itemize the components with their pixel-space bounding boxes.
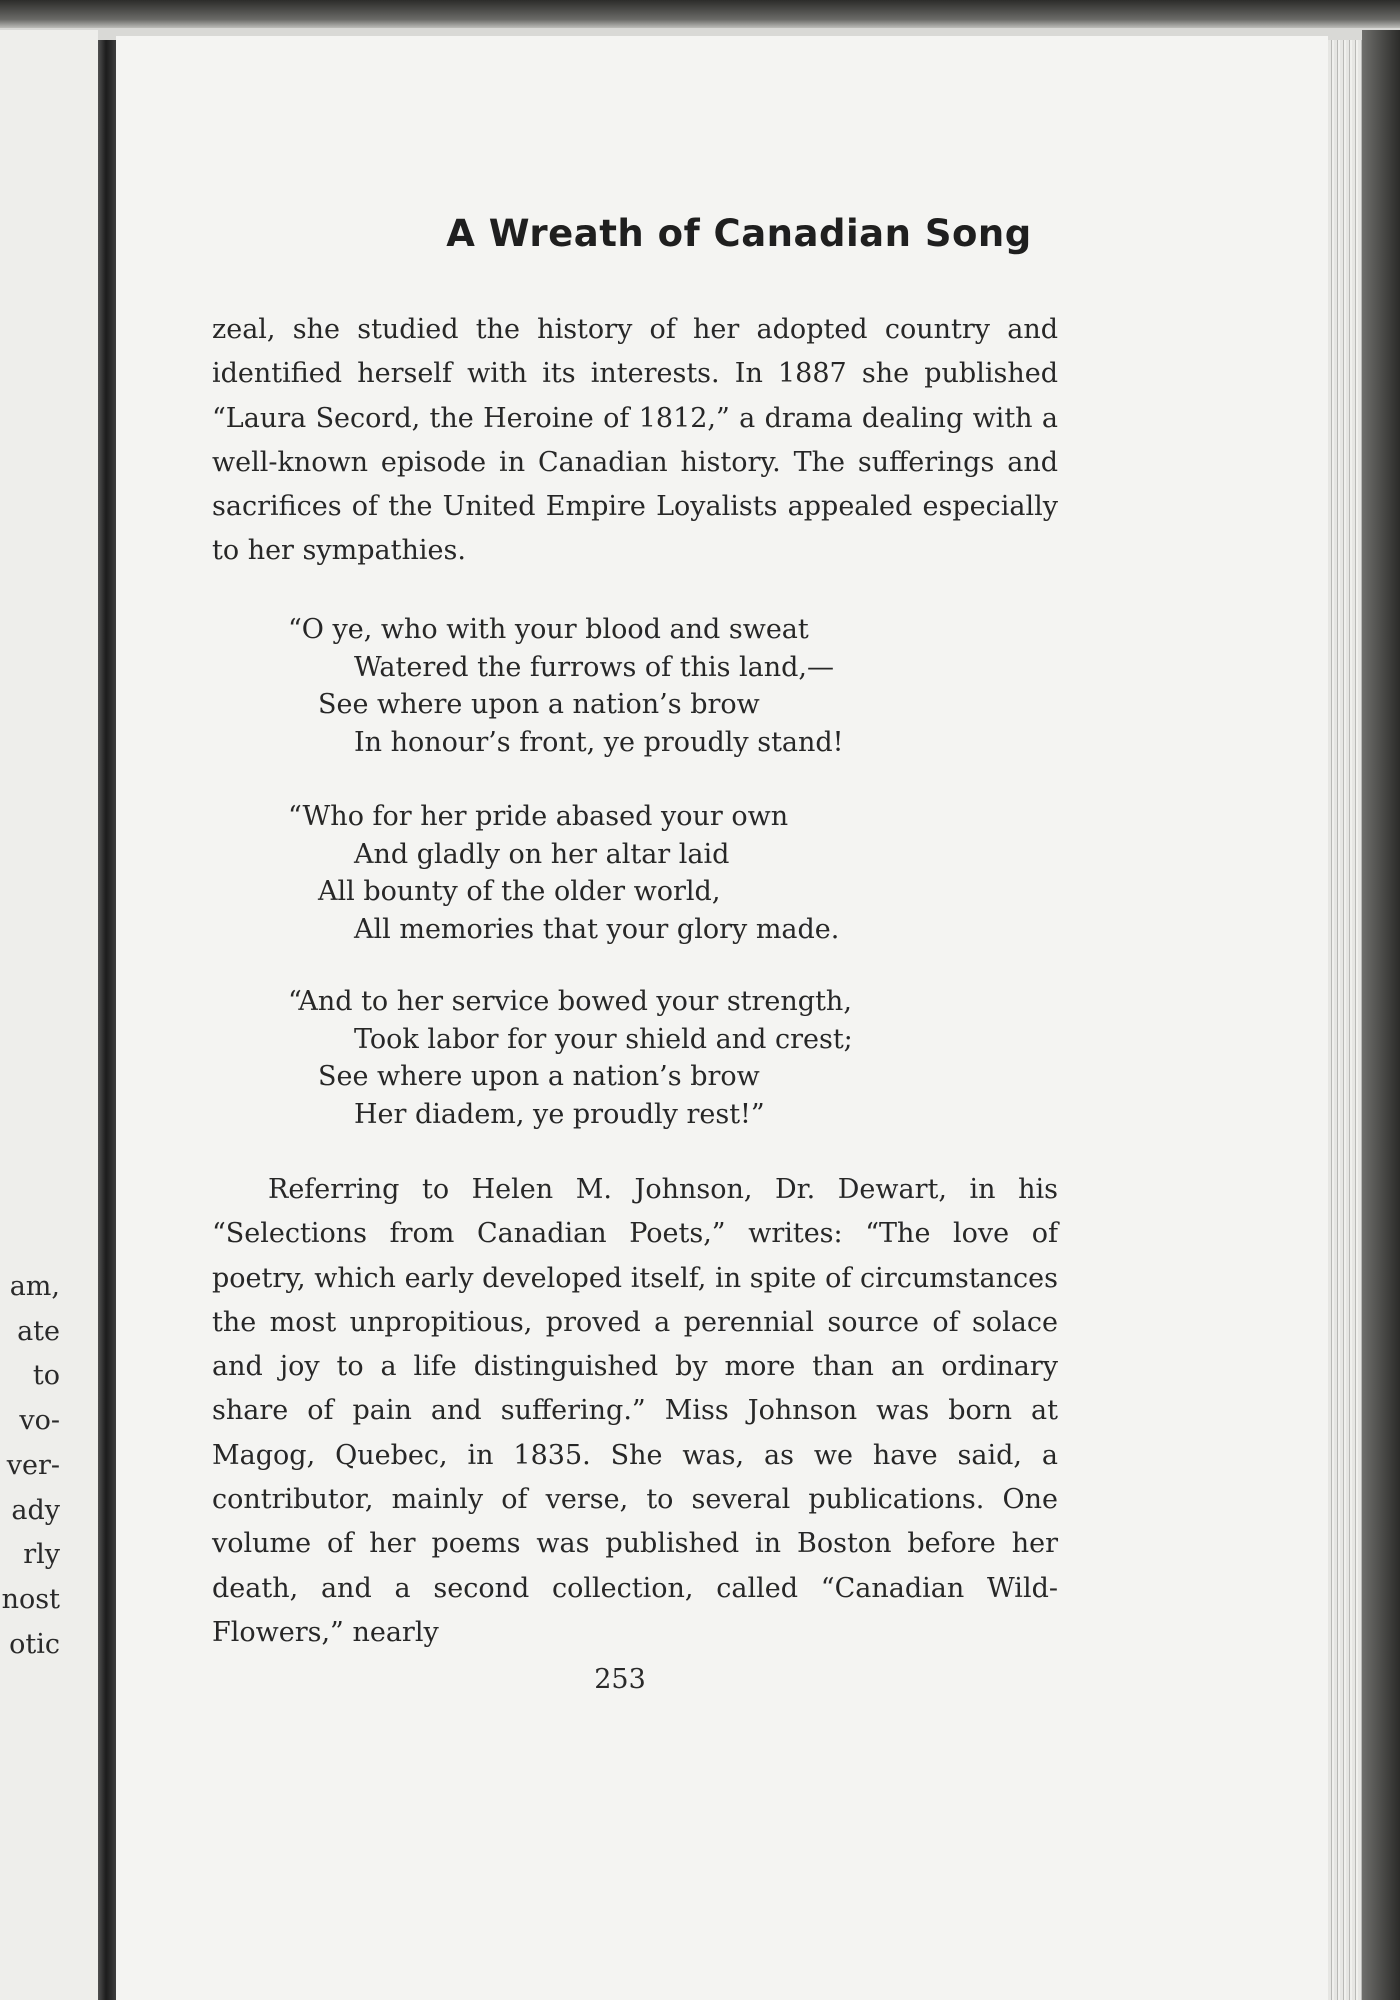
page-number: 253 <box>594 1664 646 1695</box>
paragraph-1 <box>212 308 1058 574</box>
poem-line: And gladly on her altar laid <box>354 838 730 870</box>
page-edges <box>1328 40 1362 2000</box>
facing-page-fragment: vo- <box>19 1405 60 1437</box>
poem-line: Her diadem, ye proudly rest!” <box>354 1098 765 1130</box>
poem-line: See where upon a nation’s brow <box>318 689 760 720</box>
poem-line: “Who for her pride abased your own <box>288 801 789 832</box>
poem-stanza-3 <box>288 983 988 1133</box>
facing-page-text <box>0 1265 60 1667</box>
facing-page-fragment: rly <box>23 1539 60 1571</box>
poem-line: Watered the furrows of this land,— <box>354 651 835 683</box>
facing-page-fragment: am, <box>9 1271 60 1302</box>
facing-page-fragment: nost <box>1 1583 60 1615</box>
running-head: A Wreath of Canadian Song <box>446 212 1032 255</box>
poem-line: Took labor for your shield and crest; <box>354 1023 853 1055</box>
facing-page-fragment: otic <box>9 1628 60 1660</box>
facing-page-fragment: ver- <box>6 1449 60 1481</box>
poem-line: In honour’s front, ye proudly stand! <box>354 726 844 758</box>
poem-line: See where upon a nation’s brow <box>318 1061 760 1092</box>
paragraph-2 <box>212 1168 1058 1655</box>
poem-stanza-1 <box>288 611 988 761</box>
poem-line: “And to her service bowed your strength, <box>288 986 852 1017</box>
facing-page <box>0 30 98 2000</box>
poem-line: All memories that your glory made. <box>354 913 840 945</box>
book-gutter <box>98 40 116 2000</box>
scan-top-edge <box>0 0 1400 28</box>
paragraph-1-text: zeal, she studied the history of her adopted country and identified herself with its interests. In 1887 she published “Laura Secord, the Heroine of 1812,” a drama dealing with a well-known episode in Canadian history. The sufferings and sacrifices of the United Empire Loyalists appealed especially to her sympathies. <box>212 314 1058 567</box>
poem-line: All bounty of the older world, <box>318 876 721 907</box>
poem-stanza-2 <box>288 798 988 948</box>
facing-page-fragment: ady <box>11 1494 60 1526</box>
facing-page-fragment: to <box>32 1360 60 1392</box>
facing-page-fragment: ate <box>17 1315 60 1347</box>
paragraph-2-text: Referring to Helen M. Johnson, Dr. Dewart, in his “Selections from Canadian Poets,” writes: “The love of poetry, which early developed itself, in spite of circumstances the most unpropitious, proved a perennial source of solace and joy to a life distinguished by more than an ordinary share of pain and suffering.” Miss Johnson was born at Magog, Quebec, in 1835. She was, as we have said, a contributor, mainly of verse, to several publications. One volume of her poems was published in Boston before her death, and a second collection, called “Canadian Wild-Flowers,” nearly <box>212 1174 1058 1648</box>
book-cover-edge <box>1362 30 1400 2000</box>
poem-line: “O ye, who with your blood and sweat <box>288 614 809 645</box>
